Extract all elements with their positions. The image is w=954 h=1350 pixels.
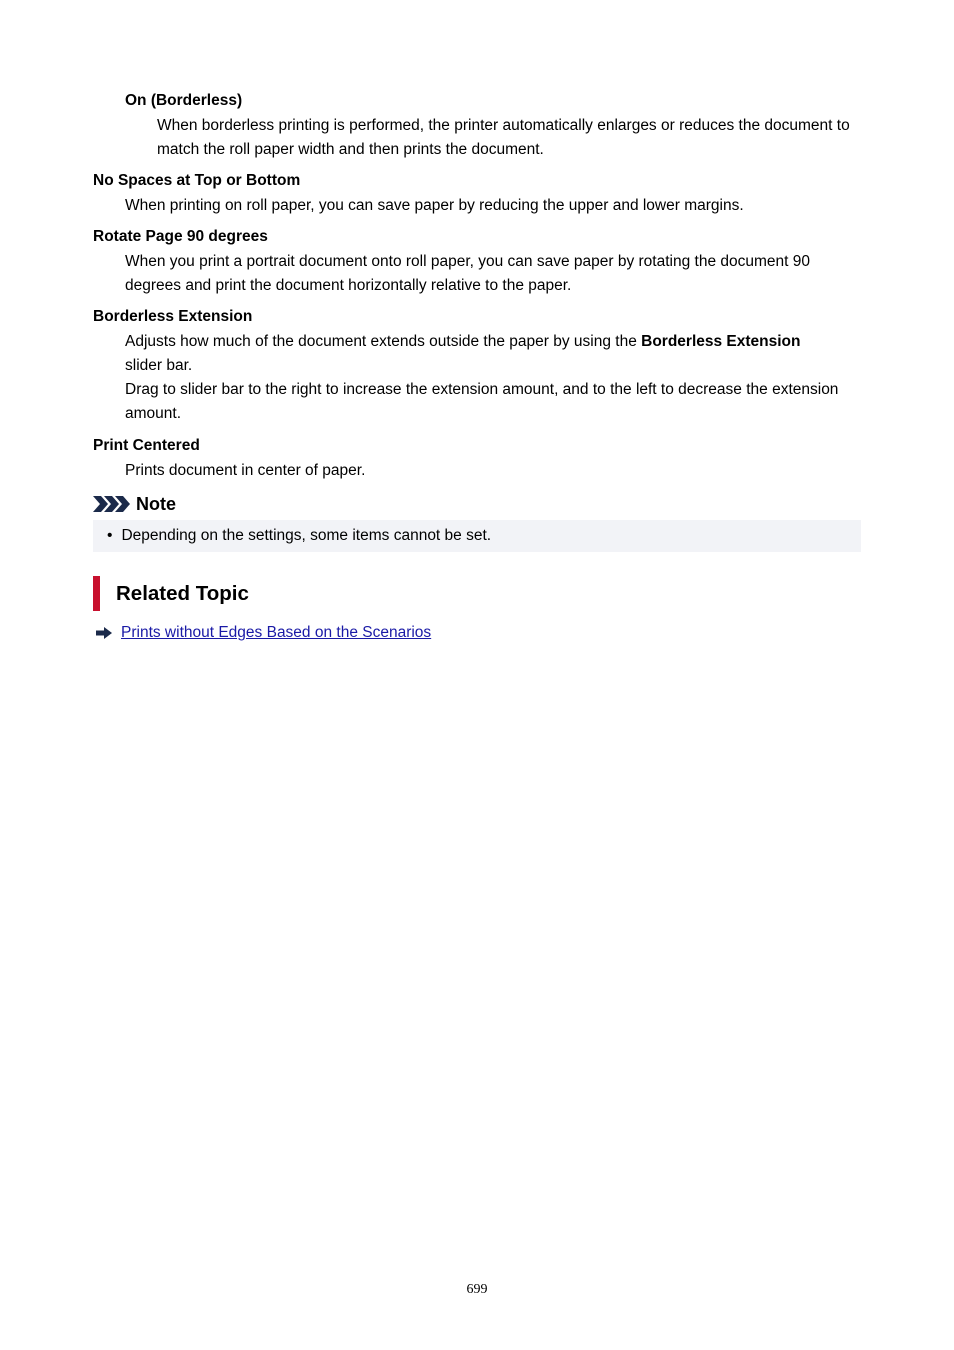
desc-borderless-extension-text xyxy=(125,330,840,378)
term-rotate-page: Rotate Page 90 degrees xyxy=(93,228,268,245)
note-box xyxy=(93,520,861,552)
desc-be-before: Adjusts how much of the document extends outside the paper by using the xyxy=(125,333,642,350)
desc-on-borderless xyxy=(157,114,862,162)
desc-print-centered-text: Prints document in center of paper. xyxy=(125,462,366,479)
desc-rotate-page xyxy=(125,250,850,298)
note-icon xyxy=(93,496,131,512)
related-topic-header xyxy=(93,576,249,611)
term-on-borderless: On (Borderless) xyxy=(125,92,243,109)
desc-borderless-extension-text-2: Drag to slider bar to the right to increase the extension amount, and to the left to decrease the extension amount. xyxy=(125,381,839,422)
arrow-right-icon xyxy=(96,627,112,639)
note-item: Depending on the settings, some items cannot be set. xyxy=(121,527,492,544)
desc-no-spaces-text: When printing on roll paper, you can save paper by reducing the upper and lower margins. xyxy=(125,197,744,214)
note-header xyxy=(93,492,176,516)
related-link-row xyxy=(96,622,431,644)
desc-no-spaces xyxy=(125,194,861,218)
desc-print-centered xyxy=(125,459,861,483)
desc-borderless-extension xyxy=(125,330,840,426)
note-bullet: • xyxy=(107,527,113,544)
related-link[interactable]: Prints without Edges Based on the Scenarios xyxy=(121,624,432,641)
desc-on-borderless-text: When borderless printing is performed, the printer automatically enlarges or reduces the document to match the roll paper width and then prints the document. xyxy=(157,117,850,158)
page-number: 699 xyxy=(466,1282,488,1297)
term-borderless-extension: Borderless Extension xyxy=(93,308,253,325)
desc-be-after: slider bar. xyxy=(125,357,193,374)
term-print-centered: Print Centered xyxy=(93,437,200,454)
related-topic-title: Related Topic xyxy=(116,581,249,605)
desc-rotate-page-text: When you print a portrait document onto roll paper, you can save paper by rotating the document 90 degrees and print the document horizontally relative to the paper. xyxy=(125,253,810,294)
term-no-spaces: No Spaces at Top or Bottom xyxy=(93,172,301,189)
related-topic-bar xyxy=(93,576,100,611)
note-title: Note xyxy=(136,493,176,514)
desc-be-bold: Borderless Extension xyxy=(641,333,801,350)
